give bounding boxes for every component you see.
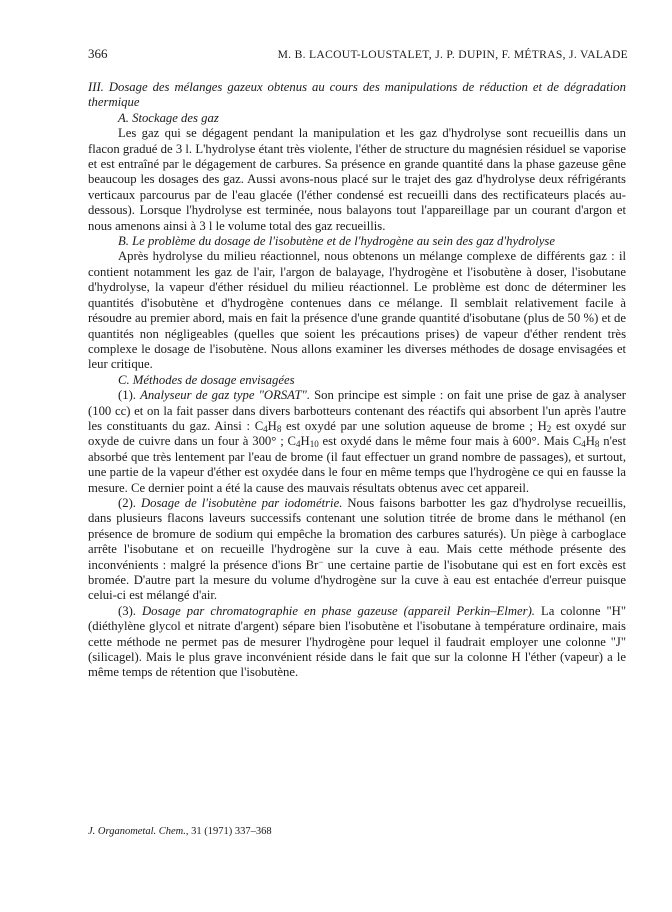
subscript: 2 (546, 423, 552, 434)
subsection-a-heading: A. Stockage des gaz (118, 110, 219, 125)
method-2-title: Dosage de l'isobutène par iodométrie. (140, 495, 343, 510)
subscript: 4 (296, 439, 301, 450)
method-1-text: n'est absorbé que très lentement par l'eau de brome (il faut effectuer un grand nombre de passages), et surtout, une partie de la vapeur d'éther est oxydée dans le four en même temps que l'hydrogène ce qui en fausse la mesure. Ce dernier point a été la cause des mauvais résultats obtenus avec cet appareil. (88, 434, 626, 495)
subscript: 4 (263, 423, 268, 434)
subsection-c-heading: C. Méthodes de dosage envisagées (118, 372, 295, 387)
subsection-b-heading: B. Le problème du dosage de l'isobutène et de l'hydrogène au sein des gaz d'hydrolyse (118, 234, 555, 249)
page-header (88, 46, 628, 62)
method-1-text: est oxydé sur oxyde de cuivre dans un four à 300° ; C (88, 418, 627, 449)
page-number: 366 (88, 46, 108, 61)
method-1-text: H (300, 434, 310, 449)
method-1-text: est oxydé dans le même four mais à 600°. Mais C (318, 434, 582, 449)
method-3-number: (3). (118, 603, 136, 618)
running-head-authors: M. B. LACOUT-LOUSTALET, J. P. DUPIN, F. MÉTRAS, J. VALADE (277, 48, 628, 61)
journal-footer (88, 826, 272, 837)
superscript: − (318, 556, 324, 567)
subscript: 8 (594, 439, 600, 450)
subscript: 10 (309, 439, 319, 450)
method-2-text: Nous faisons barbotter les gaz d'hydrolyse recueillis, dans plusieurs flacons laveurs successifs contenant une solution titrée de brome dans le méthanol (en présence de bromure de sodium qui empêche la bromation des carbures saturés). Un piège à carboglace arrête l'isobutane et on recueille l'hydrogène sur la cuve à eau. Mais cette méthode présente des inconvénients : malgré la présence d'ions Br (88, 495, 627, 572)
journal-reference: , 31 (1971) 337–368 (185, 826, 272, 837)
method-2-paragraph (88, 496, 626, 604)
method-3-title: Dosage par chromatographie en phase gazeuse (appareil Perkin–Elmer). (141, 603, 535, 618)
subsection-b-paragraph: Après hydrolyse du milieu réactionnel, nous obtenons un mélange complexe de différents gaz : il contient notamment les gaz de l'air, l'argon de balayage, l'hydrogène et l'isobutène à doser, l'isobutane d'hydrolyse, la vapeur d'éther résiduel du milieu réactionnel. Le problème est donc de déterminer les quantités d'isobutène et d'hydrogène contenues dans ce mélange. Il semblait relativement facile à résoudre au premier abord, mais en fait la présence d'une grande quantité d'isobutane (plus de 50 %) et de quantités non négligeables (quelles que soient les précautions prises) de vapeur d'éther rendent très complexe le dosage de l'isobutène. Nous allons examiner les diverses méthodes de dosage envisagées et leur critique. (88, 249, 626, 372)
subsection-a-paragraph: Les gaz qui se dégagent pendant la manipulation et les gaz d'hydrolyse sont recueillis dans un flacon gradué de 3 l. L'hydrolyse étant très violente, l'éther de structure du magnésien résiduel se vaporise et est entraîné par le dégagement de carbures. Sa présence en grande quantité dans la phase gazeuse gêne beaucoup les dosages des gaz. Aussi avons-nous placé sur le trajet des gaz d'hydrolyse deux réfrigérants verticaux parcourus par de l'eau glacée (l'éther condensé est recueilli dans des rectificateurs placés au-dessous). Lorsque l'hydrolyse est terminée, nous balayons tout l'appareillage par un courant d'argon et nous amenons ainsi à 3 l le volume total des gaz recueillis. (88, 126, 626, 233)
method-2-text: une certaine partie de l'isobutane qui est en fort excès est bromée. D'autre part la mesure du volume d'hydrogène sur la cuve à eau est entachée d'erreur puisque celui-ci est mélangé d'air. (88, 557, 627, 603)
method-1-paragraph (88, 388, 626, 496)
method-1-text: H (267, 418, 277, 433)
method-1-title: Analyseur de gaz type "ORSAT". (140, 388, 311, 403)
method-1-number: (1). (118, 388, 136, 403)
method-2-number: (2). (118, 495, 136, 510)
method-1-text: Son principe est simple : on fait une prise de gaz à analyser (100 cc) et on la fait passer dans divers barbotteurs contenant des réactifs qui absorbent l'un après l'autre les constituants du gaz. Ainsi : C (88, 388, 626, 433)
method-1-text: est oxydé par une solution aqueuse de brome ; H (281, 418, 547, 433)
subscript: 8 (276, 423, 282, 434)
body-text (88, 80, 626, 681)
method-3-text: La colonne "H" (diéthylène glycol et nitrate d'argent) sépare bien l'isobutène et l'isobutane à température ordinaire, mais cette méthode ne permet pas de mesurer l'hydrogène pour lequel il faudrait employer une colonne "J" (silicagel). Mais le plus grave inconvénient réside dans le fait que sur la colonne H l'éther (vapeur) a le même temps de rétention que l'isobutène. (88, 603, 626, 680)
subscript: 4 (581, 439, 586, 450)
method-3-paragraph (88, 604, 626, 681)
section-title: III. Dosage des mélanges gazeux obtenus au cours des manipulations de réduction et de dégradation thermique (88, 80, 626, 110)
journal-name: J. Organometal. Chem. (88, 826, 186, 837)
method-1-text: H (585, 434, 595, 449)
